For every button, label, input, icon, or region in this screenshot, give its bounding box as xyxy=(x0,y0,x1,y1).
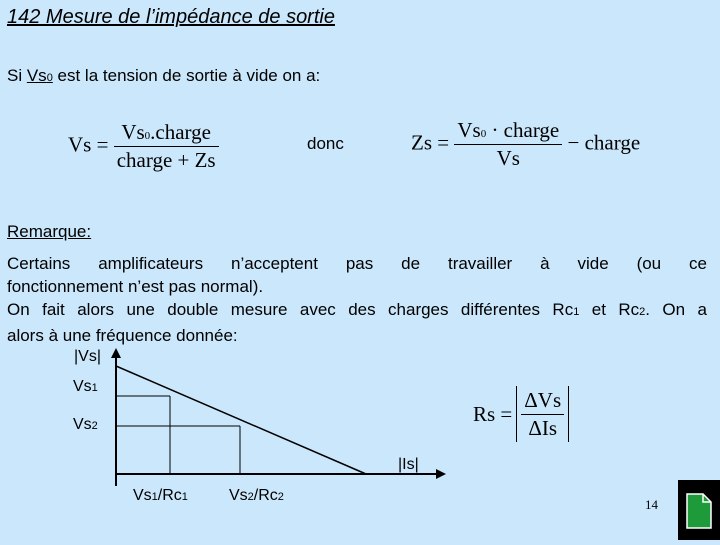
formula-rs-fraction xyxy=(521,388,564,441)
page-number: 14 xyxy=(645,497,658,512)
vs1-label: Vs1 xyxy=(73,378,98,395)
vs2-label: Vs2 xyxy=(73,416,98,433)
abs-bar-right xyxy=(568,386,569,442)
remarque-heading: Remarque: xyxy=(7,222,92,241)
para-line-2: fonctionnement n’est pas normal). xyxy=(7,277,264,296)
x-axis-label: |Is| xyxy=(398,456,419,473)
y-axis-label: |Vs| xyxy=(74,348,101,365)
formula-rs-denominator: ΔIs xyxy=(528,415,558,440)
x-axis-arrow xyxy=(436,469,446,479)
intro-text: Si Vs0 est la tension de sortie à vide on a: xyxy=(7,66,321,85)
formula-vs-numerator: Vs0.charge xyxy=(121,120,211,144)
formula-vs-lhs: Vs = xyxy=(68,132,109,157)
formula-zs-numerator: Vs0 · charge xyxy=(457,118,560,142)
formula-zs-lhs: Zs = xyxy=(411,130,450,155)
page-icon-box[interactable] xyxy=(678,480,720,540)
load-line xyxy=(116,366,366,474)
formula-rs-lhs: Rs = xyxy=(473,401,513,426)
x-tick-1: Vs1/Rc1 xyxy=(133,487,188,504)
formula-zs-denominator: Vs xyxy=(496,146,520,170)
formula-rs-numerator: ΔVs xyxy=(524,387,562,412)
formula-vs-denominator: charge + Zs xyxy=(116,148,216,172)
y-axis-arrow xyxy=(111,348,121,358)
slide-title: 142 Mesure de l’impédance de sortie xyxy=(7,6,335,28)
formula-zs-tail: − charge xyxy=(562,130,641,155)
para-line-1: Certains amplificateurs n’acceptent pas de travailler à vide (ou ce xyxy=(7,254,707,273)
abs-bar-left xyxy=(516,386,517,442)
document-icon xyxy=(678,480,720,540)
vs0-var: Vs0 xyxy=(26,66,53,85)
donc-text: donc xyxy=(307,134,344,153)
para-line-3: On fait alors une double mesure avec des charges différentes Rc1 et Rc2. On a xyxy=(7,300,707,319)
formula-rs xyxy=(473,386,573,442)
x-tick-2: Vs2/Rc2 xyxy=(229,487,284,504)
para-line-4: alors à une fréquence donnée: xyxy=(7,326,238,345)
